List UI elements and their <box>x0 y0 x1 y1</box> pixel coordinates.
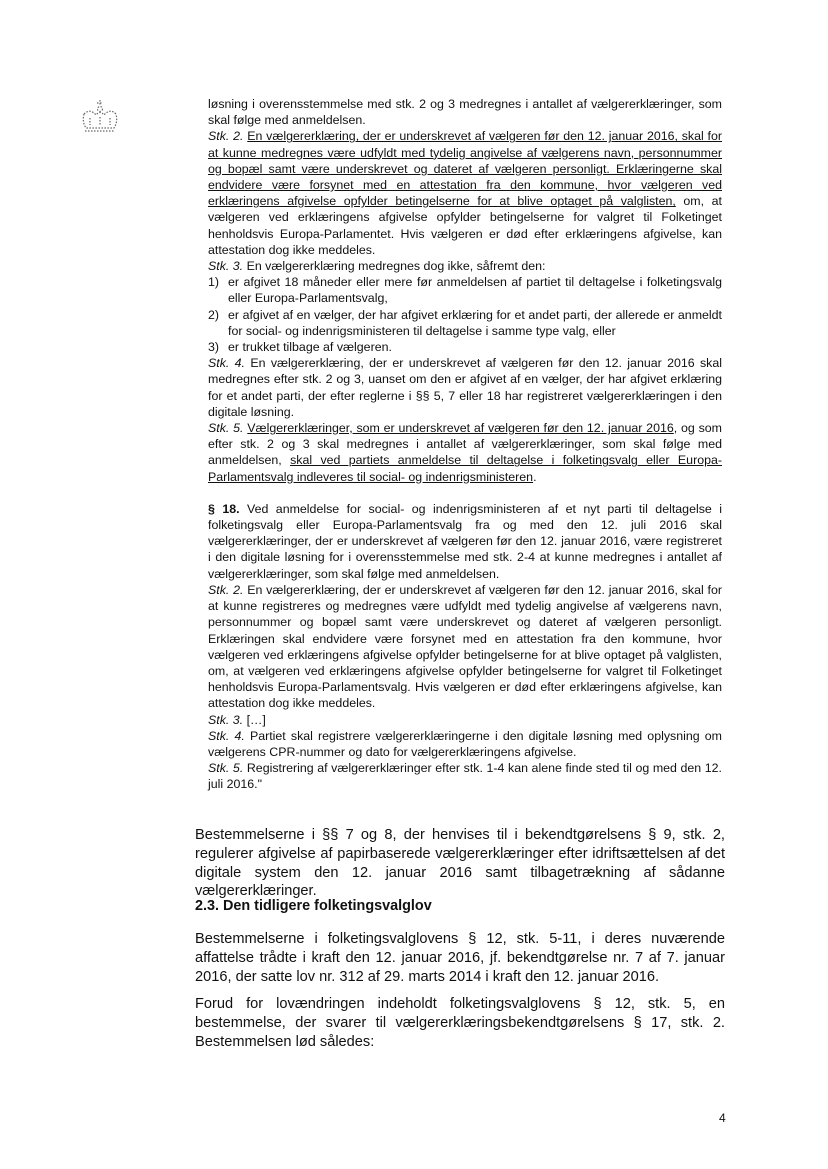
section-18-stk5 <box>208 760 722 792</box>
section-18 <box>208 501 722 582</box>
body-paragraph-3 <box>195 995 725 1051</box>
s18-stk3-text: […] <box>243 712 266 727</box>
paragraph-text: Forud for lovændringen indeholdt folketingsvalglovens § 12, stk. 5, en bestemmelse, der svarer til vælgererklæringsbekendtgørelsens § 17, stk. 2. Bestemmelsen lød således: <box>195 996 725 1050</box>
underlined-text: Vælgererklæringer, som er underskrevet af vælgeren før den 12. januar 2016 <box>247 421 674 436</box>
quote-stk5 <box>208 420 722 485</box>
crown-logo <box>78 98 122 136</box>
list-text: er trukket tilbage af vælgeren. <box>228 340 392 355</box>
stk5-mid: , og som efter stk. 2 og 3 skal medregnes i antallet af vælgererklæringer, som skal følge med anmeldelsen, <box>208 421 722 468</box>
quote-paragraph-1: løsning i overensstemmelse med stk. 2 og 3 medregnes i antallet af vælgererklæringer, som skal følge med anmeldelsen. <box>208 97 722 128</box>
section-heading: 2.3. Den tidligere folketingsvalglov <box>195 898 432 914</box>
list-text: er afgivet af en vælger, der har afgivet erklæring for et andet parti, der allerede er anmeldt for social- og indenrigsministeren til deltagelse i samme type valg, eller <box>228 307 722 338</box>
s18-stk4-text: Partiet skal registrere vælgererklæringerne i den digitale løsning med oplysning om vælgerens CPR-nummer og dato for vælgererklæringens afgivelse. <box>208 728 722 759</box>
quote-stk3 <box>208 258 722 274</box>
section-18-stk4 <box>208 728 722 760</box>
list-item <box>208 339 722 355</box>
section-18-stk3 <box>208 712 722 728</box>
section-18-text: Ved anmeldelse for social- og indenrigsministeren af et nyt parti til deltagelse i folketingsvalg eller Europa-Parlamentsvalg fra og med den 12. juli 2016 skal vælgererklæringer, der er underskrevet af vælgeren før den 12. januar 2016, være registreret i den digitale løsning for i overensstemmelse med stk. 2-4 at kunne medregnes i antallet af vælgererklæringer, som skal følge med anmeldelsen. <box>208 501 722 581</box>
section-label: § 18. <box>208 501 240 516</box>
stk3-text: En vælgererklæring medregnes dog ikke, såfremt den: <box>243 259 546 274</box>
underlined-text: En vælgererklæring, der er underskrevet af vælgeren før den 12. januar 2016, skal for at kunne medregnes være udfyldt med tydelig angivelse af vælgerens navn, personnummer og bopæl samt være underskrevet og dateret af vælgeren personligt. Erklæringerne skal endvidere være forsynet med en attestation fra den kommune, hvor vælgeren ved erklæringens afgivelse opfylder betingelserne for at blive optaget på valglisten, <box>208 129 723 209</box>
s18-stk5-text: Registrering af vælgererklæringer efter stk. 1-4 kan alene finde sted til og med den 12. juli 2016." <box>208 761 722 792</box>
s18-stk2-text: En vælgererklæring, der er underskrevet af vælgeren før den 12. januar 2016, skal for at kunne registreres og medregnes være udfyldt med tydelig angivelse af vælgerens navn, personnummer og bopæl samt være underskrevet og dateret af vælgeren personligt. Erklæringen skal endvidere være forsynet med en attestation fra den kommune, hvor vælgeren ved erklæringens afgivelse opfylder betingelserne for at blive optaget på valglisten, om, at vælgeren ved erklæringens afgivelse opfylder betingelserne for valgret til Folketinget henholdsvis Europa-Parlamentsvalg. Hvis vælgeren er død efter erklæringens afgivelse, kan attestation dog ikke meddeles. <box>208 582 722 711</box>
list-text: er afgivet 18 måneder eller mere før anmeldelsen af partiet til deltagelse i folketingsvalg eller Europa-Parlamentsvalg, <box>228 275 722 306</box>
list-item <box>208 274 722 306</box>
stk4-text: En vælgererklæring, der er underskrevet af vælgeren før den 12. januar 2016 skal medregnes efter stk. 2 og 3, uanset om den er afgivet af en vælger, der har afgivet erklæring for et andet parti, der efter reglerne i §§ 5, 7 eller 18 har registreret vælgererklæringen i den digitale løsning. <box>208 356 722 419</box>
quoted-legal-text <box>208 96 722 793</box>
stk-label: Stk. 3. <box>208 712 244 727</box>
stk-label: Stk. 2. <box>208 129 244 144</box>
stk-label: Stk. 5. <box>208 421 244 436</box>
stk-label: Stk. 3. <box>208 259 244 274</box>
body-paragraph-1 <box>195 826 725 901</box>
quote-stk2 <box>208 128 722 258</box>
stk-label: Stk. 4. <box>208 728 245 743</box>
section-18-stk2 <box>208 582 722 712</box>
quote-stk4 <box>208 355 722 420</box>
paragraph-text: Bestemmelserne i §§ 7 og 8, der henvises til i bekendtgørelsens § 9, stk. 2, regulerer afgivelse af papirbaserede vælgererklæringer efter idriftsættelsen af det digitale system den 12. januar 2016 samt tilbagetrækning af sådanne vælgererklæringer. <box>195 827 725 900</box>
list-number: 3) <box>208 340 220 355</box>
paragraph-text: Bestemmelserne i folketingsvalglovens § 12, stk. 5-11, i deres nuværende affattelse trådte i kraft den 12. januar 2016, jf. bekendtgørelse nr. 7 af 7. januar 2016, der satte lov nr. 312 af 29. marts 2014 i kraft den 12. januar 2016. <box>195 931 725 985</box>
stk-label: Stk. 2. <box>208 582 244 597</box>
page-number: 4 <box>719 1111 726 1125</box>
body-paragraph-2 <box>195 930 725 986</box>
underlined-text: skal ved partiets anmeldelse til deltagelse i folketingsvalg eller Europa-Parlamentsvalg indleveres til social- og indenrigsministeren <box>208 453 722 484</box>
stk-label: Stk. 4. <box>208 356 246 371</box>
stk5-end: . <box>533 469 537 484</box>
list-number: 2) <box>208 307 220 322</box>
stk-label: Stk. 5. <box>208 761 244 776</box>
list-item <box>208 307 722 339</box>
list-number: 1) <box>208 275 220 290</box>
stk2-rest: om, at vælgeren ved erklæringens afgivelse opfylder betingelserne for valgret til Folketinget henholdsvis Europa-Parlamentet. Hvis vælgeren er død efter erklæringens afgivelse, kan attestation dog ikke meddeles. <box>208 194 723 257</box>
